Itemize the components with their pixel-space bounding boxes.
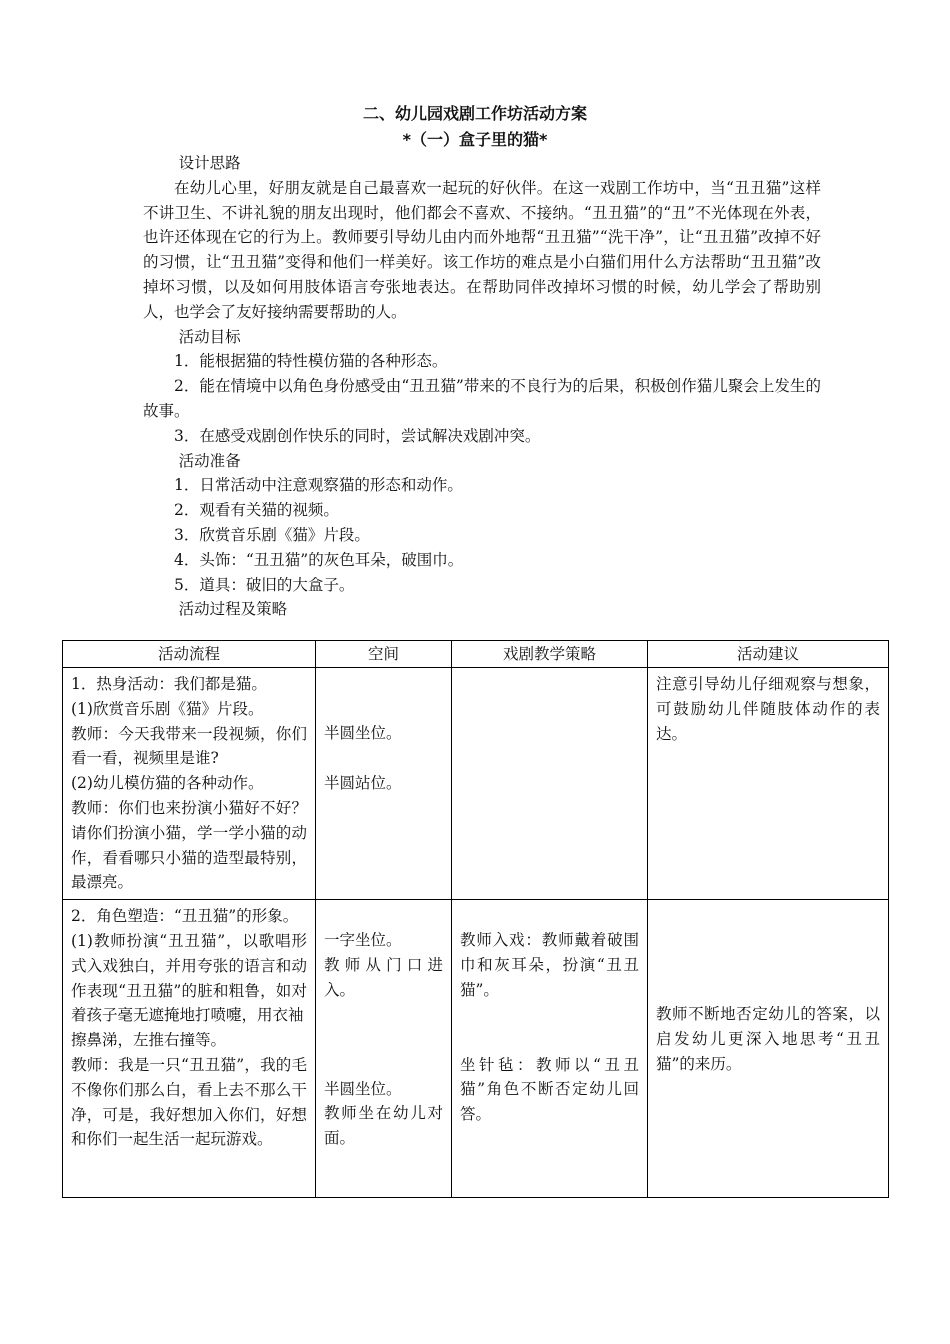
header-advice: 活动建议 xyxy=(648,641,889,668)
space-line: 教师坐在幼儿对面。 xyxy=(324,1104,443,1148)
flow-line: 1．热身活动：我们都是猫。 xyxy=(71,675,267,693)
goal-item: 2．能在情境中以角色身份感受由“丑丑猫”带来的不良行为的后果，积极创作猫儿聚会上发生的故事。 xyxy=(143,377,821,420)
flow-line: 教师：你们也来扮演小猫好不好？请你们扮演小猫，学一学小猫的动作，看看哪只小猫的造型最特别，最漂亮。 xyxy=(71,798,307,892)
advice-cell xyxy=(648,900,889,1198)
strategy-line: 教师入戏：教师戴着破围巾和灰耳朵，扮演“丑丑猫”。 xyxy=(460,931,639,999)
goal-item: 1．能根据猫的特性模仿猫的各种形态。 xyxy=(174,352,448,371)
body-text xyxy=(143,151,821,622)
flow-cell xyxy=(63,668,316,900)
header-flow: 活动流程 xyxy=(63,641,316,668)
process-heading: 活动过程及策略 xyxy=(178,600,288,619)
flow-cell xyxy=(63,900,316,1198)
section-subtitle: *（一）盒子里的猫* xyxy=(402,130,548,149)
header-space: 空间 xyxy=(316,641,452,668)
space-line: 半圆坐位。 xyxy=(324,1079,402,1098)
space-cell xyxy=(316,668,452,900)
flow-line: 2．角色塑造：“丑丑猫”的形象。 xyxy=(71,907,299,926)
space-line: 教师从门口进入。 xyxy=(324,955,443,999)
prep-item: 3．欣赏音乐剧《猫》片段。 xyxy=(174,525,370,544)
strategy-line: 坐针毡：教师以“丑丑猫”角色不断否定幼儿回答。 xyxy=(460,1055,639,1124)
design-heading: 设计思路 xyxy=(178,154,241,172)
document-title: 二、幼儿园戏剧工作坊活动方案 xyxy=(362,104,587,123)
prep-item: 2．观看有关猫的视频。 xyxy=(174,501,339,520)
prep-item: 1．日常活动中注意观察猫的形态和动作。 xyxy=(174,476,463,495)
prep-item: 4．头饰：“丑丑猫”的灰色耳朵，破围巾。 xyxy=(174,550,464,569)
strategy-cell xyxy=(452,900,648,1198)
flow-line: (1)欣赏音乐剧《猫》片段。 xyxy=(71,699,264,718)
space-cell xyxy=(316,900,452,1198)
activity-table xyxy=(62,640,889,1198)
flow-line: 教师：今天我带来一段视频，你们看一看，视频里是谁? xyxy=(71,724,307,768)
table-header-row xyxy=(63,641,889,668)
prep-item: 5．道具：破旧的大盒子。 xyxy=(174,575,355,594)
advice-line: 教师不断地否定幼儿的答案，以启发幼儿更深入地思考“丑丑猫”的来历。 xyxy=(656,1005,880,1073)
space-line: 半圆坐位。 xyxy=(324,724,402,742)
table-row xyxy=(63,668,889,900)
space-line: 半圆站位。 xyxy=(324,773,402,792)
flow-line: (2)幼儿模仿猫的各种动作。 xyxy=(71,774,264,793)
strategy-cell xyxy=(452,668,648,900)
flow-line: 教师：我是一只“丑丑猫”，我的毛不像你们那么白，看上去不那么干净，可是，我好想加入你们，好想和你们一起生活一起玩游戏。 xyxy=(71,1055,307,1149)
design-paragraph: 在幼儿心里，好朋友就是自己最喜欢一起玩的好伙伴。在这一戏剧工作坊中，当“丑丑猫”这样不讲卫生、不讲礼貌的朋友出现时，他们都会不喜欢、不接纳。“丑丑猫”的“丑”不光体现在外表，也许还体现在它的行为上。教师要引导幼儿由内而外地帮“丑丑猫”“洗干净”，让“丑丑猫”改掉不好的习惯，让“丑丑猫”变得和他们一样美好。该工作坊的难点是小白猫们用什么方法帮助“丑丑猫”改掉坏习惯，以及如何用肢体语言夸张地表达。在帮助同伴改掉坏习惯的时候，幼儿学会了帮助别人，也学会了友好接纳需要帮助的人。 xyxy=(143,178,821,321)
goal-item: 3．在感受戏剧创作快乐的同时，尝试解决戏剧冲突。 xyxy=(174,426,541,445)
space-line: 一字坐位。 xyxy=(324,931,402,950)
flow-line: (1)教师扮演“丑丑猫”，以歌唱形式入戏独白，并用夸张的语言和动作表现“丑丑猫”的脏和粗鲁，如对着孩子毫无遮掩地打喷嚏，用衣袖 xyxy=(71,931,307,1025)
prep-heading: 活动准备 xyxy=(178,451,241,470)
goals-heading: 活动目标 xyxy=(178,327,241,346)
table-row xyxy=(63,900,889,1198)
flow-line: 擦鼻涕，左推右撞等。 xyxy=(71,1031,227,1050)
header-strategy: 戏剧教学策略 xyxy=(452,641,648,668)
advice-cell: 注意引导幼儿仔细观察与想象，可鼓励幼儿伴随肢体动作的表达。 xyxy=(648,668,889,900)
